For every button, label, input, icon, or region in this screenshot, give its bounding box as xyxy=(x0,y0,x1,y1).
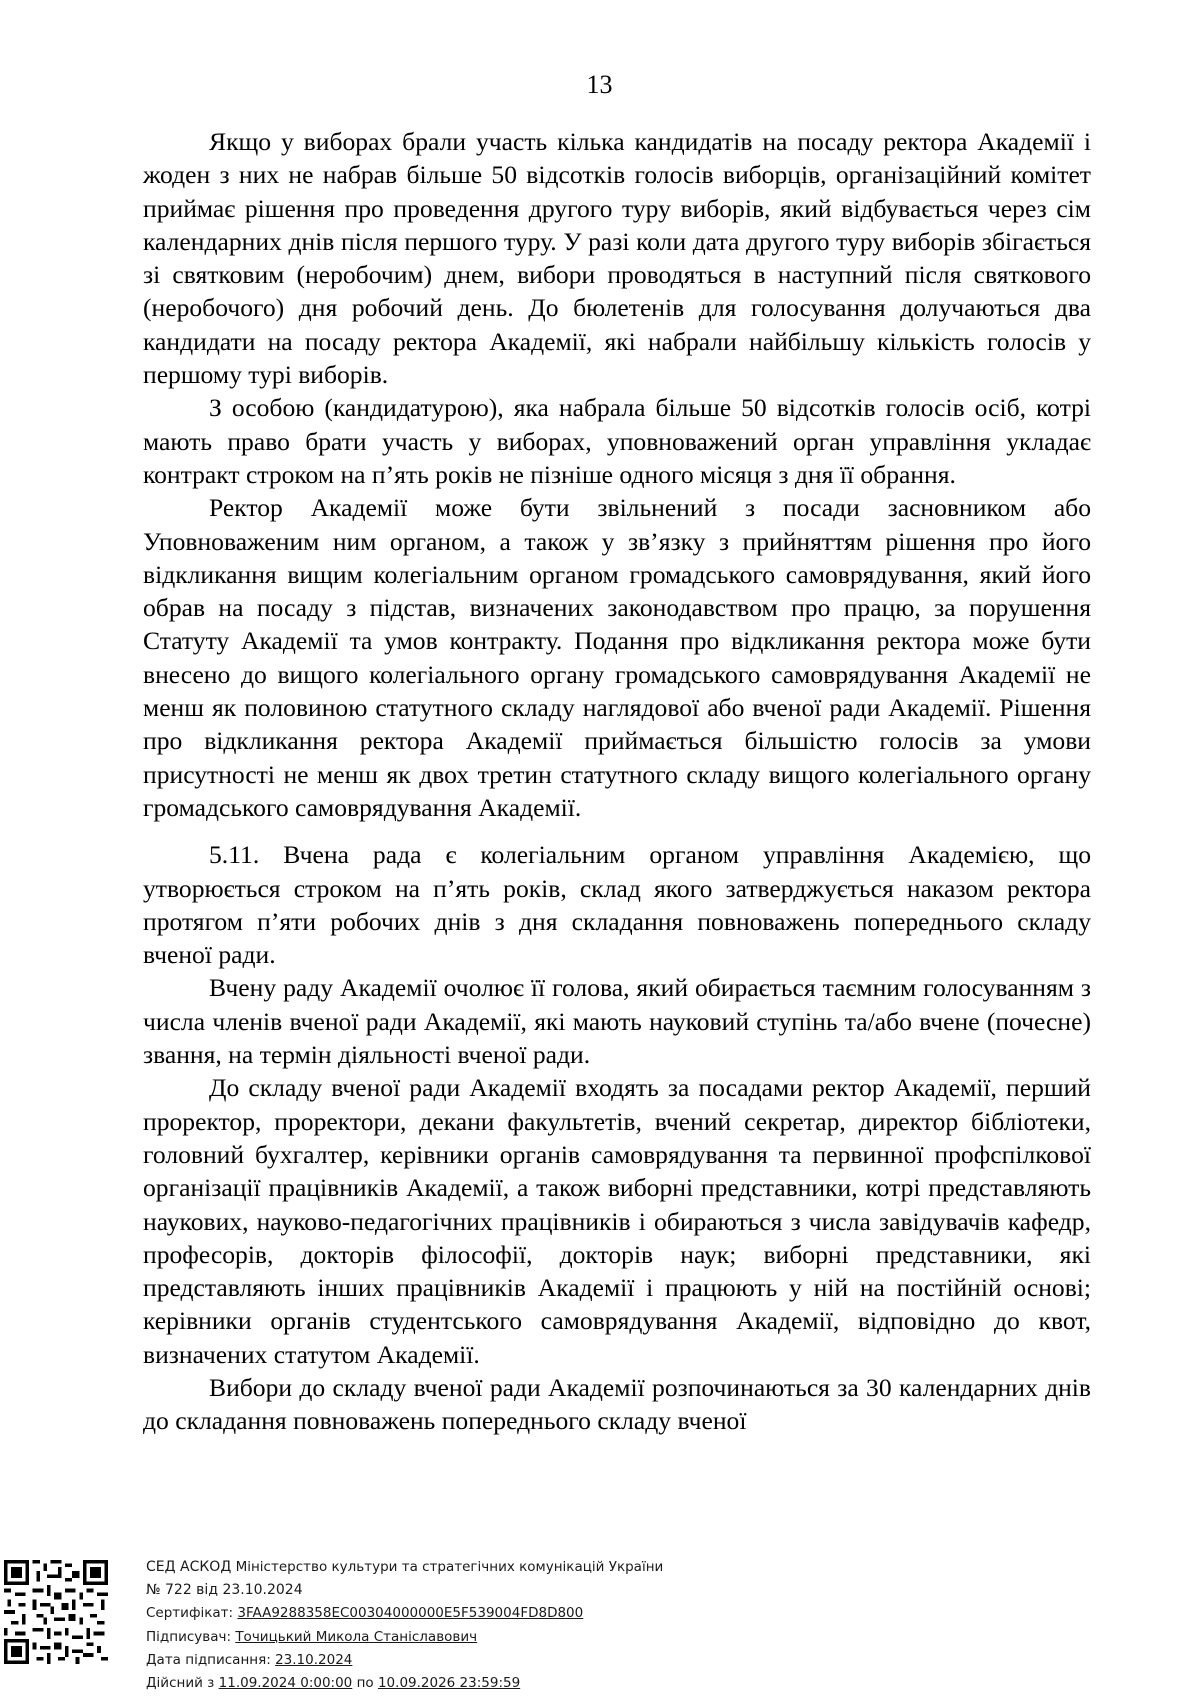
valid-to-value: 10.09.2026 23:59:59 xyxy=(377,1675,521,1692)
document-body xyxy=(143,125,1091,1438)
paragraph-second-round: Якщо у виборах брали участь кілька кандидатів на посаду ректора Академії і жоден з них не набрав більше 50 відсотків голосів виборців, організаційний комітет приймає рішення про проведення другого туру виборів, який відбувається через сім календарних днів після першого туру. У разі коли дата другого туру виборів збігається зі святковим (неробочим) днем, вибори проводяться в наступний після святкового (неробочого) дня робочий день. До бюлетенів для голосування долучаються два кандидати на посаду ректора Академії, які набрали найбільшу кількість голосів у першому турі виборів. xyxy=(143,127,1091,390)
paragraph-contract: З особою (кандидатурою), яка набрала більше 50 відсотків голосів осіб, котрі мають право брати участь у виборах, уповноважений орган управління укладає контракт строком на п’ять років не пізніше одного місяця з дня її обрання. xyxy=(143,393,1091,489)
paragraph-council-composition: До складу вченої ради Академії входять за посадами ректор Академії, перший проректор, проректори, декани факультетів, вчений секретар, директор бібліотеки, головний бухгалтер, керівники органів самоврядування та первинної профспілкової організації працівників Академії, а також виборні представники, котрі представляють наукових, науково-педагогічних працівників і обираються з числа завідувачів кафедр, професорів, докторів філософії, докторів наук; виборні представники, які представляють інших працівників Академії і працюють у ній на постійній основі; керівники органів студентського самоврядування Академії, відповідно до квот, визначених статутом Академії. xyxy=(143,1073,1091,1369)
certificate-value: 3FAA9288358EC00304000000E5F539004FD8D800 xyxy=(237,1605,584,1622)
page-number: 13 xyxy=(586,70,613,99)
paragraph-rector-dismissal: Ректор Академії може бути звільнений з посади засновником або Уповноваженим ним органом, а також у зв’язку з прийняттям рішення про його відкликання вищим колегіальним органом громадського самоврядування, який його обрав на посаду з підстав, визначених законодавством про працю, за порушення Статуту Академії та умов контракту. Подання про відкликання ректора може бути внесено до вищого колегіального органу громадського самоврядування Академії не менш як половиною статутного складу наглядової або вченої ради Академії. Рішення про відкликання ректора Академії приймається більшістю голосів за умови присутності не менш як двох третин статутного складу вищого колегіального органу громадського самоврядування Академії. xyxy=(143,493,1091,822)
signing-date-label: Дата підписання: xyxy=(146,1651,271,1668)
validity-line xyxy=(146,1672,663,1695)
signing-date-value: 23.10.2024 xyxy=(275,1651,353,1668)
valid-from-label: Дійсний з xyxy=(146,1675,215,1692)
organization-name: Міністерство культури та стратегічних комунікацій України xyxy=(235,1559,664,1575)
certificate-label: Сертифікат: xyxy=(146,1605,234,1622)
signer-value: Точицький Микола Станіславович xyxy=(235,1628,478,1645)
signature-details xyxy=(146,1556,663,1695)
e-signature-footer xyxy=(0,1548,1199,1692)
paragraph-council-elections: Вибори до складу вченої ради Академії розпочинаються за 30 календарних днів до складання повноважень попереднього складу вченої xyxy=(143,1372,1091,1436)
paragraph-5-11-academic-council: 5.11. Вчена рада є колегіальним органом управління Академією, що утворюється строком на п’ять років, склад якого затверджується наказом ректора протягом п’яти робочих днів з дня складання повноважень попереднього складу вченої ради. xyxy=(143,840,1091,970)
registration-number: № 722 від 23.10.2024 xyxy=(146,1582,303,1599)
signer-label: Підписувач: xyxy=(146,1628,232,1645)
signer-line xyxy=(146,1626,663,1649)
signature-system-line xyxy=(146,1556,663,1579)
certificate-line xyxy=(146,1602,663,1625)
valid-to-label: по xyxy=(356,1675,374,1692)
valid-from-value: 11.09.2024 0:00:00 xyxy=(218,1675,353,1692)
qr-code-icon xyxy=(4,1560,108,1664)
paragraph-council-head: Вчену раду Академії очолює її голова, який обирається таємним голосуванням з числа членів вченої ради Академії, які мають науковий ступінь та/або вчене (почесне) звання, на термін діяльності вченої ради. xyxy=(143,973,1091,1070)
signing-date-line xyxy=(146,1649,663,1672)
sed-system-name: СЕД АСКОД xyxy=(146,1559,232,1575)
